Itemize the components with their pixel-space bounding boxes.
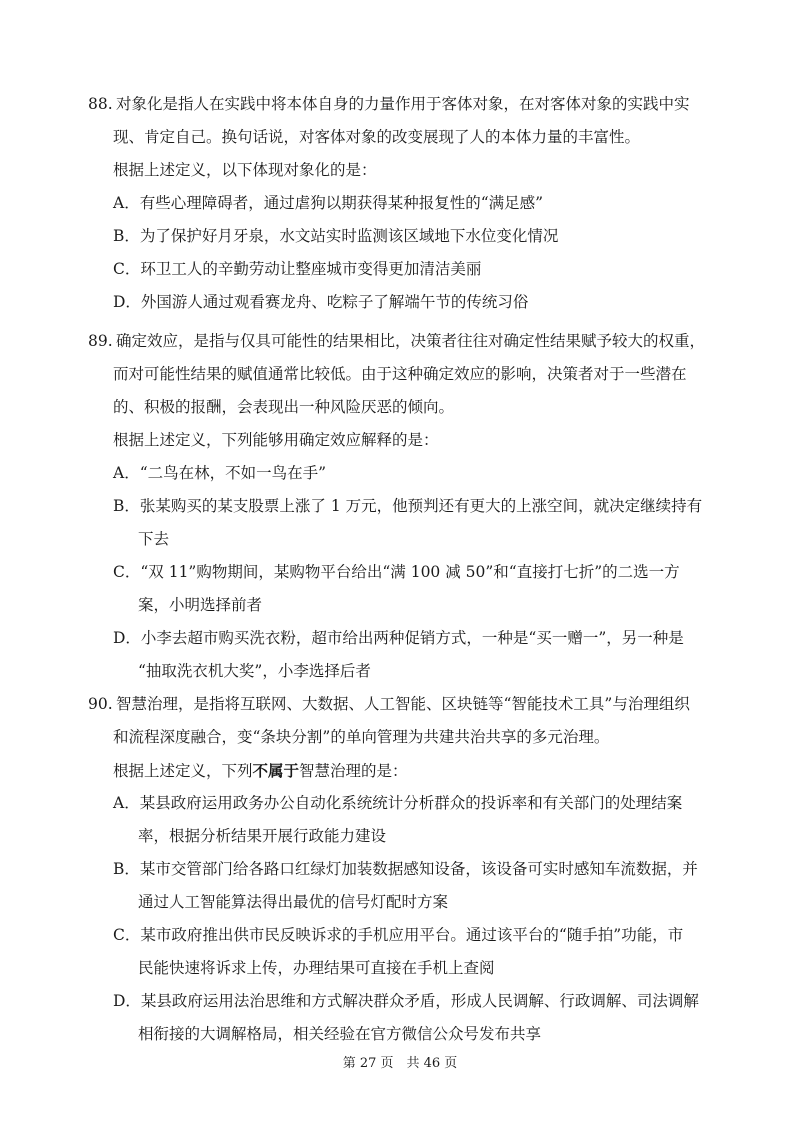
question-89-option-b-cont: 下去 bbox=[138, 530, 170, 548]
question-number: 90. bbox=[88, 695, 113, 713]
question-89-option-b: B．张某购买的某支股票上涨了 1 万元，他预判还有更大的上涨空间，就决定继续持有 bbox=[113, 497, 703, 515]
question-88-stem-line-1: 88. 对象化是指人在实践中将本体自身的力量作用于客体对象，在对客体对象的实践中实 bbox=[88, 88, 736, 121]
question-90-option-d-cont: 相衔接的大调解格局，相关经验在官方微信公众号发布共享 bbox=[138, 1025, 542, 1043]
question-90-prompt: 根据上述定义，下列不属于智慧治理的是： bbox=[113, 761, 408, 780]
question-88-option-b: B．为了保护好月牙泉，水文站实时监测该区域地下水位变化情况 bbox=[113, 227, 559, 245]
question-89-stem-line-3: 的、积极的报酬，会表现出一种风险厌恶的倾向。 bbox=[113, 398, 455, 416]
question-90-option-d: D．某县政府运用法治思维和方式解决群众矛盾，形成人民调解、行政调解、司法调解 bbox=[113, 992, 699, 1010]
question-88-option-c: C．环卫工人的辛勤劳动让整座城市变得更加清洁美丽 bbox=[113, 260, 482, 278]
question-88-option-d: D．外国游人通过观看赛龙舟、吃粽子了解端午节的传统习俗 bbox=[113, 293, 529, 311]
question-90-option-a: A．某县政府运用政务办公自动化系统统计分析群众的投诉率和有关部门的处理结案 bbox=[113, 794, 683, 812]
question-90-option-b: B．某市交管部门给各路口红绿灯加装数据感知设备，该设备可实时感知车流数据，并 bbox=[113, 860, 698, 878]
question-88-stem-line-2: 现、肯定自己。换句话说，对客体对象的改变展现了人的本体力量的丰富性。 bbox=[113, 128, 641, 146]
question-89-stem-line-2: 而对可能性结果的赋值通常比较低。由于这种确定效应的影响，决策者对于一些潜在 bbox=[113, 365, 687, 383]
question-89-option-d-cont: “抽取洗衣机大奖”，小李选择后者 bbox=[138, 662, 371, 680]
question-89-option-d: D．小李去超市购买洗衣粉，超市给出两种促销方式，一种是“买一赠一”，另一种是 bbox=[113, 629, 684, 647]
question-88 bbox=[88, 88, 736, 319]
question-89-stem-line-1: 89. 确定效应，是指与仅具可能性的结果相比，决策者往往对确定性结果赋予较大的权重， bbox=[88, 325, 736, 358]
question-90 bbox=[88, 688, 736, 1051]
question-89-prompt: 根据上述定义，下列能够用确定效应解释的是： bbox=[113, 431, 439, 449]
question-90-option-c-cont: 民能快速将诉求上传，办理结果可直接在手机上查阅 bbox=[138, 959, 495, 977]
question-90-stem-line-1: 90. 智慧治理，是指将互联网、大数据、人工智能、区块链等“智能技术工具”与治理组织 bbox=[88, 688, 736, 721]
question-90-option-b-cont: 通过人工智能算法得出最优的信号灯配时方案 bbox=[138, 893, 449, 911]
question-90-stem-line-2: 和流程深度融合，变“条块分割”的单向管理为共建共治共享的多元治理。 bbox=[113, 728, 610, 746]
question-89-option-c: C．“双 11”购物期间，某购物平台给出“满 100 减 50”和“直接打七折”的二选一方 bbox=[113, 563, 680, 581]
question-89-option-c-cont: 案，小明选择前者 bbox=[138, 596, 263, 614]
emphasis-not-belong: 不属于 bbox=[252, 761, 300, 780]
question-88-option-a: A．有些心理障碍者，通过虐狗以期获得某种报复性的“满足感” bbox=[113, 194, 544, 212]
question-89 bbox=[88, 325, 736, 688]
question-90-option-a-cont: 率，根据分析结果开展行政能力建设 bbox=[138, 827, 387, 845]
question-88-prompt: 根据上述定义，以下体现对象化的是： bbox=[113, 161, 377, 179]
question-90-option-c: C．某市政府推出供市民反映诉求的手机应用平台。通过该平台的“随手拍”功能，市 bbox=[113, 926, 684, 944]
question-number: 89. bbox=[88, 332, 113, 350]
question-89-option-a: A．“二鸟在林，不如一鸟在手” bbox=[113, 464, 327, 482]
page-footer: 第 27 页 共 46 页 bbox=[342, 1056, 458, 1071]
question-number: 88. bbox=[88, 95, 113, 113]
